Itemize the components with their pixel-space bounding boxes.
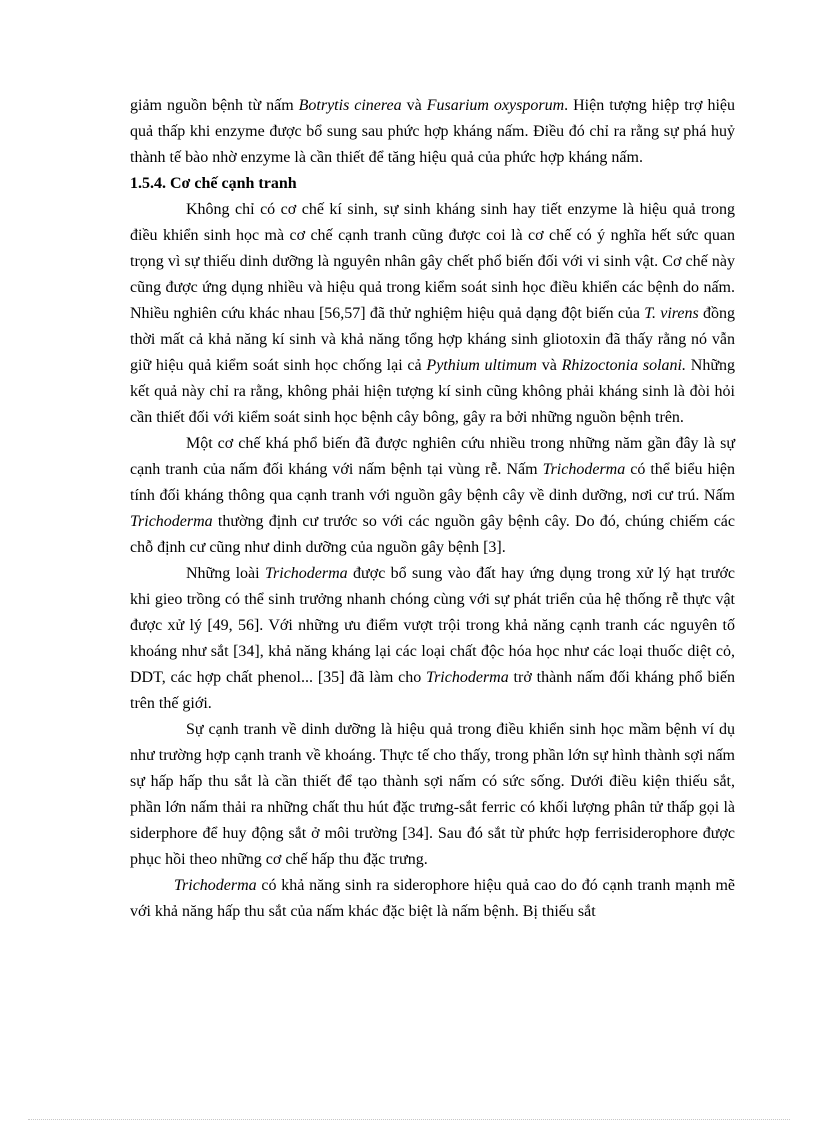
section-heading: 1.5.4. Cơ chế cạnh tranh xyxy=(130,175,297,192)
paragraph-6: Trichoderma có khả năng sinh ra siderophore hiệu quả cao do đó cạnh tranh mạnh mẽ với khả năng hấp thu sắt của nấm khác đặc biệt là nấm bệnh. Bị thiếu sắt xyxy=(130,877,735,920)
page-bottom-rule xyxy=(28,1119,790,1120)
document-page xyxy=(130,93,735,925)
paragraph-3: Một cơ chế khá phổ biến đã được nghiên cứu nhiều trong những năm gần đây là sự cạnh tranh của nấm đối kháng với nấm bệnh tại vùng rễ. Nấm Trichoderma có thể biểu hiện tính đối kháng thông qua cạnh tranh với nguồn gây bệnh cây về dinh dưỡng, nơi cư trú. Nấm Trichoderma thường định cư trước so với các nguồn gây bệnh cây. Do đó, chúng chiếm các chỗ định cư cũng như dinh dưỡng của nguồn gây bệnh [3]. xyxy=(130,435,736,556)
paragraph-2: Không chỉ có cơ chế kí sinh, sự sinh kháng sinh hay tiết enzyme là hiệu quả trong điều khiển sinh học mà cơ chế cạnh tranh cũng được coi là cơ chế có ý nghĩa hết sức quan trọng vì sự thiếu dinh dưỡng là nguyên nhân gây chết phổ biến đối với vi sinh vật. Cơ chế này cũng được ứng dụng nhiều và hiệu quả trong kiểm soát sinh học điều khiển các bệnh do nấm. Nhiều nghiên cứu khác nhau [56,57] đã thử nghiệm hiệu quả dạng đột biến của T. virens đồng thời mất cả khả năng kí sinh và khả năng tổng hợp kháng sinh gliotoxin đã thấy rằng nó vẫn giữ hiệu quả kiểm soát sinh học chống lại cả Pythium ultimum và Rhizoctonia solani. Những kết quả này chỉ ra rằng, không phải hiện tượng kí sinh cũng không phải kháng sinh là đòi hỏi cần thiết đối với kiểm soát sinh học bệnh cây bông, gây ra bởi những nguồn bệnh trên. xyxy=(130,201,735,426)
paragraph-4: Những loài Trichoderma được bổ sung vào đất hay ứng dụng trong xử lý hạt trước khi gieo trồng có thể sinh trưởng nhanh chóng cùng với sự phát triển của hệ thống rễ thực vật được xử lý [49, 56]. Với những ưu điểm vượt trội trong khả năng cạnh tranh các nguyên tố khoáng như sắt [34], khả năng kháng lại các loại chất độc hóa học như các loại thuốc diệt cỏ, DDT, các hợp chất phenol... [35] đã làm cho Trichoderma trở thành nấm đối kháng phổ biến trên thế giới. xyxy=(130,565,736,712)
paragraph-1: giảm nguồn bệnh từ nấm Botrytis cinerea và Fusarium oxysporum. Hiện tượng hiệp trợ hiệu quả thấp khi enzyme được bổ sung sau phức hợp kháng nấm. Điều đó chỉ ra rằng sự phá huỷ thành tế bào nhờ enzyme là cần thiết để tăng hiệu quả của phức hợp kháng nấm. xyxy=(130,97,736,166)
paragraph-5: Sự cạnh tranh về dinh dưỡng là hiệu quả trong điều khiển sinh học mầm bệnh ví dụ như trường hợp cạnh tranh về khoáng. Thực tế cho thấy, trong phần lớn sự hình thành sợi nấm sự hấp hấp thu sắt là cần thiết để tạo thành sợi nấm có sức sống. Dưới điều kiện thiếu sắt, phần lớn nấm thải ra những chất thu hút đặc trưng-sắt ferric có khối lượng phân tử thấp gọi là siderphore để huy động sắt ở môi trường [34]. Sau đó sắt từ phức hợp ferrisiderophore được phục hồi theo những cơ chế hấp thu đặc trưng. xyxy=(130,721,735,868)
